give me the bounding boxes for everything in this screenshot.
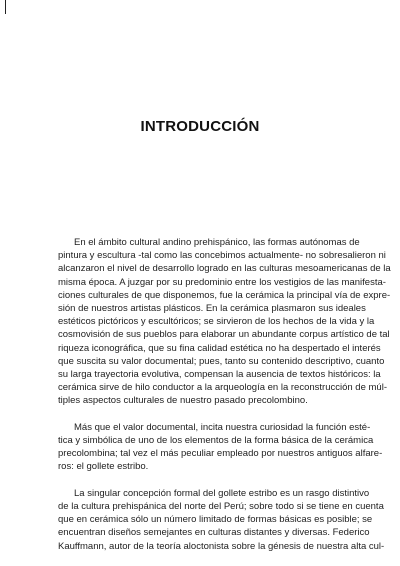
paragraph-line: alcanzaron el nivel de desarrollo logrado en las culturas mesoamericanas de la xyxy=(58,263,391,275)
paragraph-3 xyxy=(58,487,385,553)
paragraph-line: Kauffmann, autor de la teoría aloctonista sobre la génesis de nuestra alta cul- xyxy=(58,540,385,552)
paragraph-line: tiples aspectos culturales de nuestro pasado precolombino. xyxy=(58,395,308,407)
paragraph-line: misma época. A juzgar por su predominio entre los vestigios de las manifesta- xyxy=(58,276,386,288)
page-title: INTRODUCCIÓN xyxy=(140,118,260,135)
paragraph-line: que suscita su valor documental; pues, tanto su contenido descriptivo, cuanto xyxy=(58,355,385,367)
paragraph-line: de la cultura prehispánica del norte del Perú; sobre todo si se tiene en cuenta xyxy=(58,501,384,513)
page-edge-mark xyxy=(5,0,6,14)
paragraph-line: precolombina; tal vez el más peculiar empleado por nuestros antiguos alfare- xyxy=(58,448,383,460)
paragraph-line: sión de nuestros artistas plásticos. En la cerámica plasmaron sus ideales xyxy=(58,303,366,315)
paragraph-line: encuentran diseños semejantes en culturas distantes y diversas. Federico xyxy=(58,527,370,539)
paragraph-line: pintura y escultura -tal como las concebimos actualmente- no sobresalieron ni xyxy=(58,250,386,262)
paragraph-line: que en cerámica sólo un número limitado de formas básicas es posible; se xyxy=(58,514,373,526)
paragraph-2 xyxy=(58,421,383,474)
paragraph-line: cosmovisión de sus pueblos para elaborar un abundante corpus artístico de tal xyxy=(58,329,390,341)
paragraph-line: su larga trayectoria evolutiva, compensan la ausencia de textos históricos: la xyxy=(58,369,381,381)
paragraph-line: La singular concepción formal del gollete estribo es un rasgo distintivo xyxy=(74,487,370,499)
paragraph-line: ciones culturales de que disponemos, fue la cerámica la principal vía de expre- xyxy=(58,289,391,301)
paragraph-line: ros: el gollete estribo. xyxy=(58,461,149,473)
paragraph-line: tica y simbólica de uno de los elementos de la forma básica de la cerámica xyxy=(58,435,374,447)
paragraph-line: Más que el valor documental, incita nuestra curiosidad la función esté- xyxy=(74,421,371,433)
body-text xyxy=(58,236,391,566)
paragraph-line: estéticos pictóricos y escultóricos; se sirvieron de los hechos de la vida y la xyxy=(58,316,375,328)
paragraph-line: riqueza iconográfica, que su fina calidad estética no ha despertado el interés xyxy=(58,342,381,354)
paragraph-1 xyxy=(58,236,391,408)
paragraph-line: cerámica sirve de hilo conductor a la arqueología en la reconstrucción de múl- xyxy=(58,382,387,394)
paragraph-line: En el ámbito cultural andino prehispánico, las formas autónomas de xyxy=(74,237,360,248)
